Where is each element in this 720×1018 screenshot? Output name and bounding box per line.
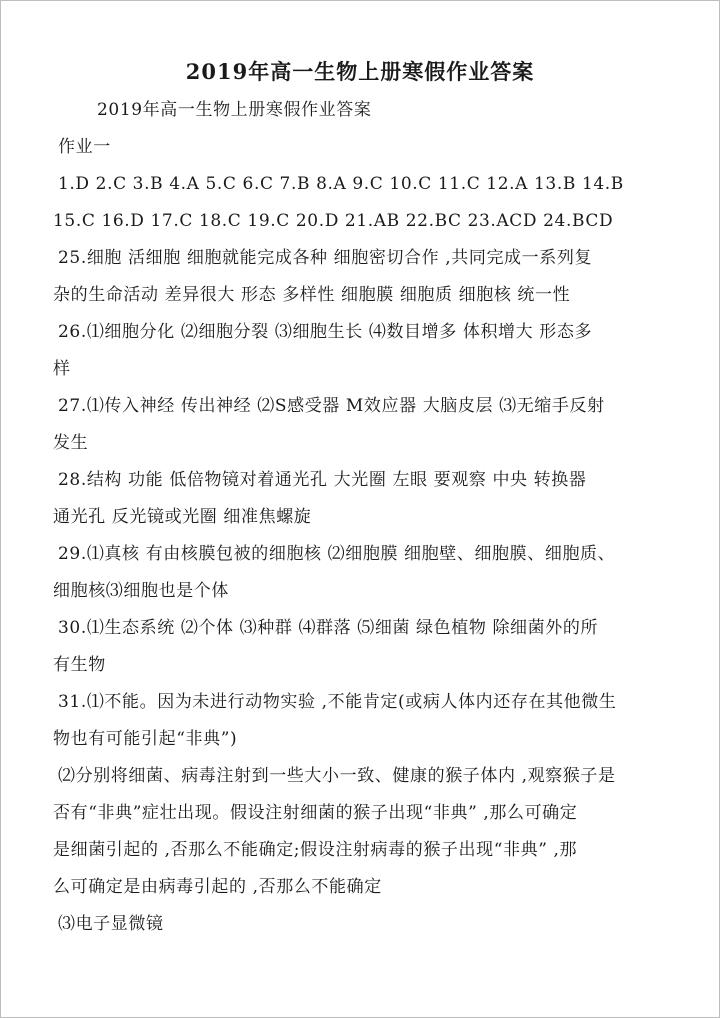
section-heading: 作业一 <box>58 137 111 157</box>
answer-line: 30.⑴生态系统 ⑵个体 ⑶种群 ⑷群落 ⑸细菌 绿色植物 除细菌外的所 <box>58 618 599 638</box>
subtitle-line: 2019年高一生物上册寒假作业答案 <box>97 100 372 120</box>
answer-line: 1.D 2.C 3.B 4.A 5.C 6.C 7.B 8.A 9.C 10.C 11.C 12.A 13.B 14.B <box>58 174 624 194</box>
document-body <box>53 92 675 943</box>
answer-line: 杂的生命活动 差异很大 形态 多样性 细胞膜 细胞质 细胞核 统一性 <box>53 285 571 305</box>
answer-line: 31.⑴不能。因为未进行动物实验 ,不能肯定(或病人体内还存在其他微生 <box>58 692 617 712</box>
answer-line: ⑵分别将细菌、病毒注射到一些大小一致、健康的猴子体内 ,观察猴子是 <box>58 766 616 786</box>
document-title: 2019年高一生物上册寒假作业答案 <box>185 59 535 84</box>
answer-line: 25.细胞 活细胞 细胞就能完成各种 细胞密切合作 ,共同完成一系列复 <box>58 248 593 268</box>
answer-line: 细胞核⑶细胞也是个体 <box>53 581 229 601</box>
answer-line: 物也有可能引起“非典”) <box>53 729 238 749</box>
answer-line: 28.结构 功能 低倍物镜对着通光孔 大光圈 左眼 要观察 中央 转换器 <box>58 470 587 490</box>
answer-line: 26.⑴细胞分化 ⑵细胞分裂 ⑶细胞生长 ⑷数目增多 体积增大 形态多 <box>58 322 593 342</box>
answer-line: 否有“非典”症壮出现。假设注射细菌的猴子出现“非典” ,那么可确定 <box>53 803 578 823</box>
answer-line: 发生 <box>53 433 89 453</box>
answer-line: 是细菌引起的 ,否那么不能确定;假设注射病毒的猴子出现“非典” ,那 <box>53 840 578 860</box>
answer-line: 27.⑴传入神经 传出神经 ⑵S感受器 M效应器 大脑皮层 ⑶无缩手反射 <box>58 396 605 416</box>
answer-line: 么可确定是由病毒引起的 ,否那么不能确定 <box>53 877 382 897</box>
answer-line: 有生物 <box>53 655 106 675</box>
answer-line: 29.⑴真核 有由核膜包被的细胞核 ⑵细胞膜 细胞壁、细胞膜、细胞质、 <box>58 544 616 564</box>
answer-line: 15.C 16.D 17.C 18.C 19.C 20.D 21.AB 22.BC 23.ACD 24.BCD <box>53 211 614 231</box>
answer-line: ⑶电子显微镜 <box>58 914 164 934</box>
answer-line: 通光孔 反光镜或光圈 细准焦螺旋 <box>53 507 312 527</box>
answer-line: 样 <box>53 359 71 379</box>
